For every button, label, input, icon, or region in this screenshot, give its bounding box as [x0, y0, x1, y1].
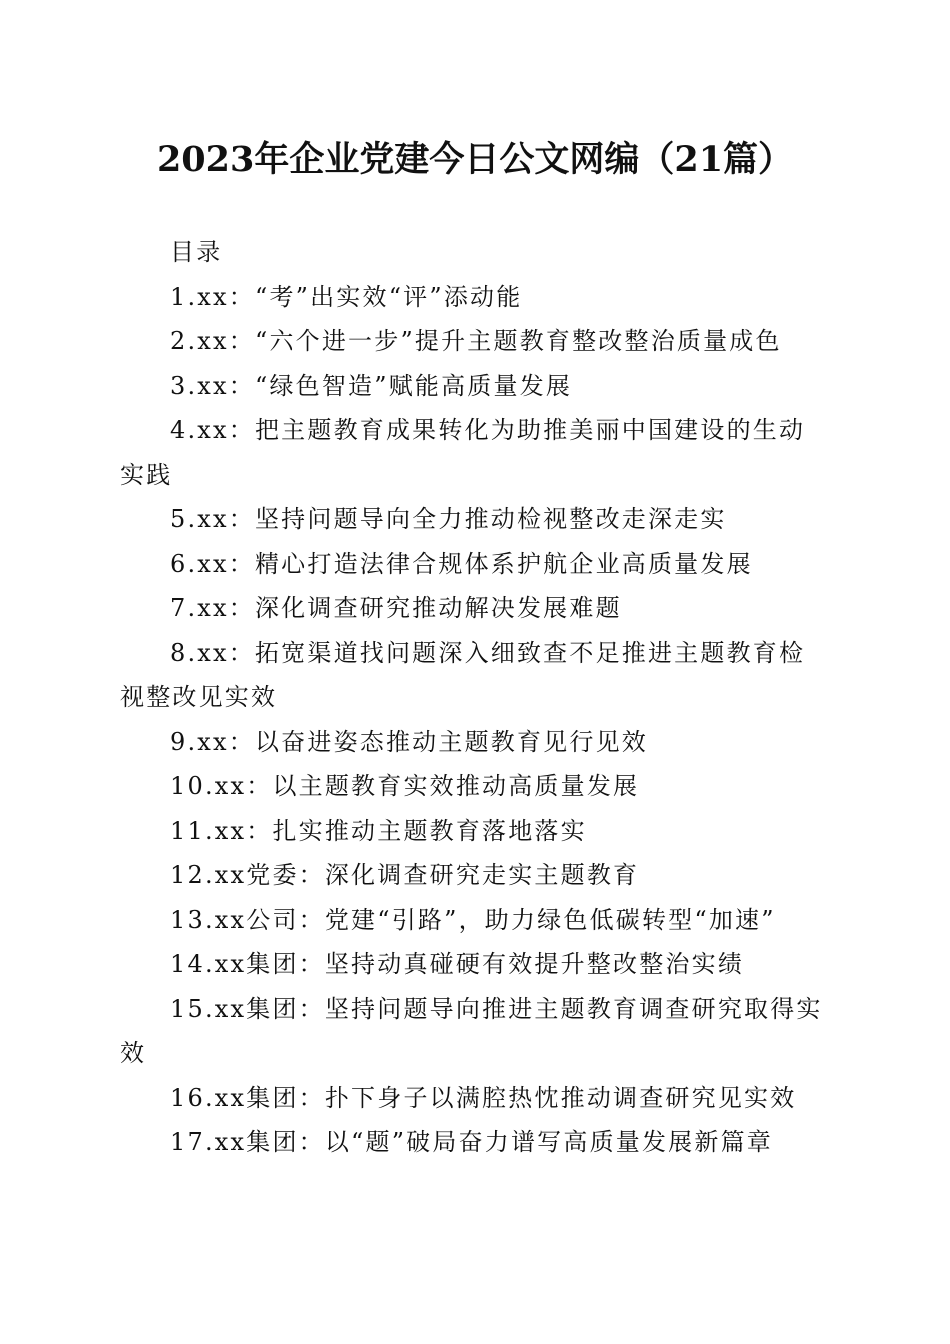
- toc-item: 15.xx集团：坚持问题导向推进主题教育调查研究取得实效: [120, 994, 823, 1067]
- toc-item: 10.xx：以主题教育实效推动高质量发展: [170, 772, 640, 800]
- toc-heading: 目录: [170, 238, 223, 266]
- toc-item: 8.xx：拓宽渠道找问题深入细致查不足推进主题教育检视整改见实效: [120, 638, 806, 711]
- toc-item: 1.xx：“考”出实效“评”添动能: [170, 282, 523, 311]
- document-title: 2023年企业党建今日公文网编（21篇）: [156, 139, 794, 180]
- toc-item: 14.xx集团：坚持动真碰硬有效提升整改整治实绩: [170, 950, 745, 978]
- toc-item: 12.xx党委：深化调查研究走实主题教育: [170, 861, 640, 889]
- toc-item: 17.xx集团：以“题”破局奋力谱写高质量发展新篇章: [170, 1128, 773, 1156]
- toc-item: 7.xx：深化调查研究推动解决发展难题: [170, 594, 622, 622]
- toc-item: 16.xx集团：扑下身子以满腔热忱推动调查研究见实效: [170, 1083, 797, 1112]
- toc-item: 9.xx：以奋进姿态推动主题教育见行见效: [170, 727, 648, 756]
- toc-item: 5.xx：坚持问题导向全力推动检视整改走深走实: [170, 505, 727, 533]
- toc-item: 6.xx：精心打造法律合规体系护航企业高质量发展: [170, 549, 753, 578]
- toc-item: 13.xx公司：党建“引路”，助力绿色低碳转型“加速”: [170, 905, 776, 934]
- toc-item: 2.xx：“六个进一步”提升主题教育整改整治质量成色: [170, 327, 782, 355]
- toc-item: 11.xx：扎实推动主题教育落地落实: [170, 816, 587, 845]
- toc-item: 3.xx：“绿色智造”赋能高质量发展: [170, 371, 573, 400]
- table-of-contents: [120, 230, 825, 1165]
- toc-item: 4.xx：把主题教育成果转化为助推美丽中国建设的生动实践: [120, 416, 806, 489]
